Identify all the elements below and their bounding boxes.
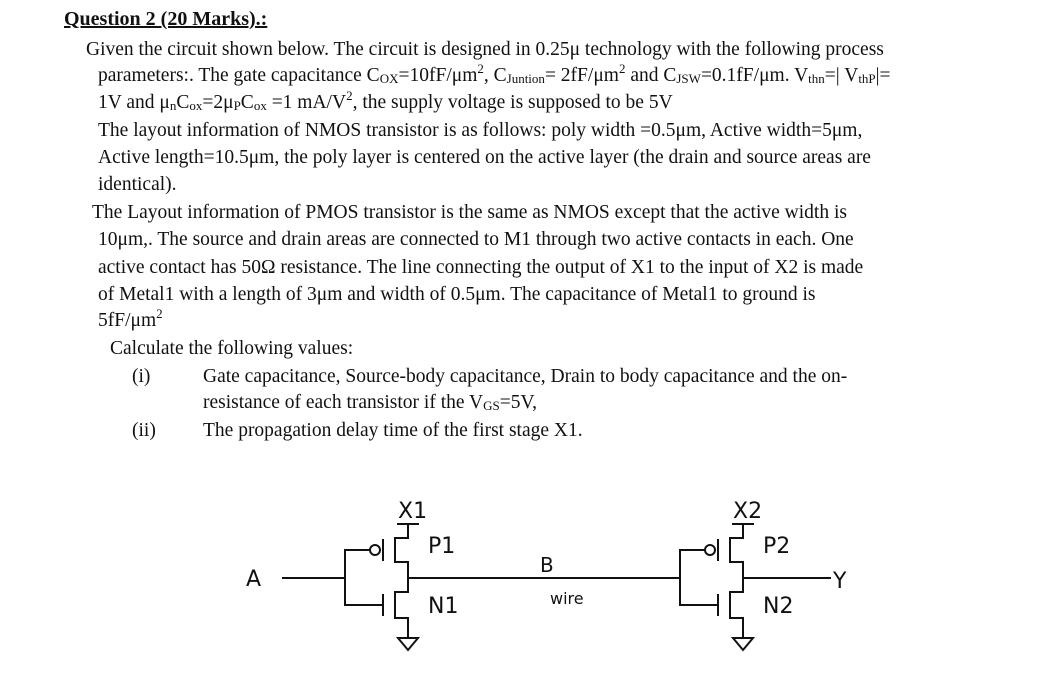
output-y-label: Y	[833, 569, 847, 594]
item-1-line2: resistance of each transistor if the VGS=5V,	[203, 392, 537, 413]
paragraph2-line2: 10μm,. The source and drain areas are connected to M1 through two active contacts in each. One	[98, 229, 854, 250]
calculate-intro: Calculate the following values:	[110, 338, 354, 359]
item-2-line1: The propagation delay time of the first stage X1.	[203, 420, 583, 441]
circuit-diagram	[0, 480, 1060, 700]
node-b-label: B	[540, 553, 554, 577]
paragraph2-line5: $5fF/\mu m^2$	[98, 306, 163, 331]
paragraph1-line4: The layout information of NMOS transistor is as follows: poly width =0.5μm, Active width=5μm,	[98, 120, 863, 141]
paragraph2-line3: active contact has 50Ω resistance. The line connecting the output of X1 to the input of X2 is made	[98, 257, 864, 278]
item-1-line1: Gate capacitance, Source-body capacitance, Drain to body capacitance and the on-	[203, 366, 848, 387]
paragraph1-line5: Active length=10.5μm, the poly layer is centered on the active layer (the drain and source areas are	[98, 147, 871, 168]
paragraph1-line3: 1V and μnCox=2μPCox =1 $mA/V^2$, the supply voltage is supposed to be 5V	[98, 88, 673, 113]
n2-label: N2	[763, 594, 794, 619]
paragraph1-line2: parameters:. The gate capacitance $COX=10fF/\mu m^2$, CJuntion= $2fF/\mu m^2$ and CJSW=0.1fF/μm. Vthn=| VthP|=	[98, 61, 891, 86]
item-number: (ii)	[132, 420, 156, 441]
input-a-label: A	[246, 567, 262, 592]
p2-label: P2	[763, 534, 791, 559]
stage1-inverter	[283, 524, 532, 650]
paragraph2-line1: The Layout information of PMOS transistor is the same as NMOS except that the active width is	[92, 202, 847, 223]
question-title: Question 2 (20 Marks).:	[64, 8, 268, 30]
n1-label: N1	[428, 594, 459, 619]
paragraph2-line4: of Metal1 with a length of 3μm and width of 0.5μm. The capacitance of Metal1 to ground is	[98, 284, 816, 305]
p1-label: P1	[428, 534, 456, 559]
item-number: (i)	[132, 366, 151, 387]
wire-label: wire	[550, 589, 584, 608]
paragraph1-line1: Given the circuit shown below. The circuit is designed in 0.25μ technology with the following process	[86, 39, 884, 60]
x1-label: X1	[398, 499, 428, 524]
paragraph1-line6: identical).	[98, 174, 177, 195]
x2-label: X2	[733, 499, 763, 524]
